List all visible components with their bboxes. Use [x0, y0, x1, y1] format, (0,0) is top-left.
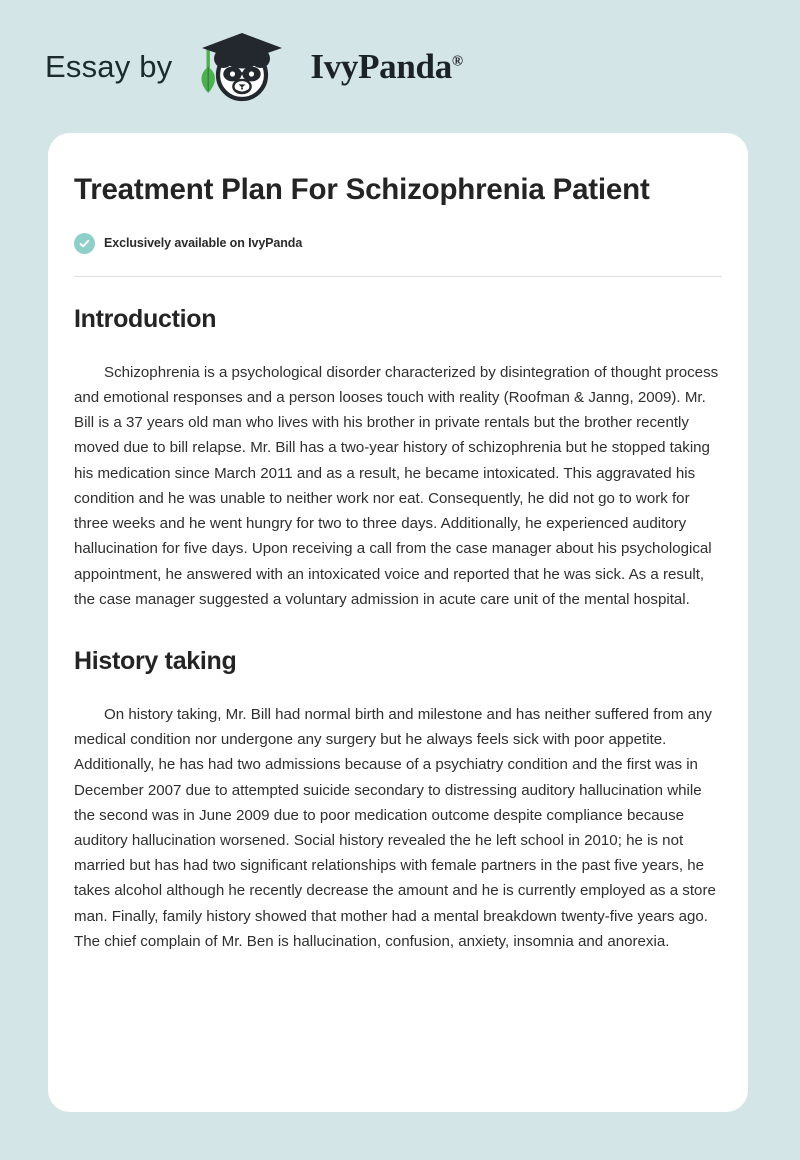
- brand-lockup[interactable]: [45, 31, 463, 103]
- document-card: [48, 133, 748, 1112]
- divider: [74, 276, 722, 277]
- page-title: Treatment Plan For Schizophrenia Patient: [74, 173, 650, 206]
- registered-trademark: ®: [451, 53, 463, 70]
- section-heading-history-taking: History taking: [74, 646, 237, 675]
- section-heading-introduction: Introduction: [74, 304, 217, 333]
- panda-graduate-logo-icon: [186, 31, 298, 103]
- brand-name: IvyPanda: [310, 47, 452, 86]
- brand-wordmark: [310, 49, 462, 84]
- check-circle-icon: [74, 233, 95, 254]
- status-badge: [74, 233, 722, 254]
- section-paragraph-history-taking: On history taking, Mr. Bill had normal birth and milestone and has neither suffered from any medical condition nor undergone any surgery but he always feels sick with poor appetite. Additionally, he has had two admissions because of a psychiatry condition and the first was in December 2007 due to attempted suicide secondary to distressing auditory hallucination while the second was in June 2009 due to poor medication outcome despite compliance because auditory hallucination worsened. Social history revealed the he left school in 2010; he is not married but has had two significant relationships with female partners in the past five years, he takes alcohol although he recently decrease the amount and he is currently employed as a store man. Finally, family history showed that mother had a mental breakdown twenty-five years ago. The chief complain of Mr. Ben is hallucination, confusion, anxiety, insomnia and anorexia.: [74, 705, 716, 950]
- status-badge-label: Exclusively available on IvyPanda: [104, 236, 303, 251]
- essay-by-label: Essay by: [45, 49, 173, 84]
- section-paragraph-introduction: Schizophrenia is a psychological disorder characterized by disintegration of thought process and emotional responses and a person looses touch with reality (Roofman & Janng, 2009). Mr. Bill is a 37 years old man who lives with his brother in private rentals but the brother recently moved due to bill relapse. Mr. Bill has a two-year history of schizophrenia but he stopped taking his medication since March 2011 and as a result, he became intoxicated. This aggravated his condition and he was unable to neither work nor eat. Consequently, he did not go to work for three weeks and he went hungry for two to three days. Additionally, he experienced auditory hallucination for five days. Upon receiving a call from the case manager about his psychological appointment, he answered with an intoxicated voice and reported that he was sick. As a result, the case manager suggested a voluntary admission in acute care unit of the mental hospital.: [74, 363, 719, 608]
- site-header: [0, 0, 800, 133]
